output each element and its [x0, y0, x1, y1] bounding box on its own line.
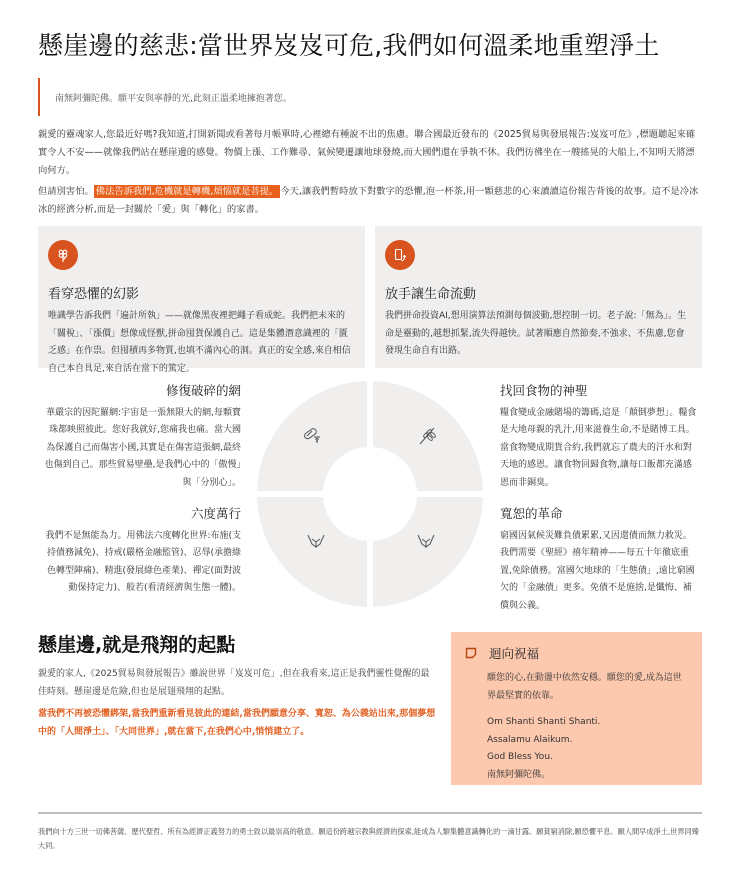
- quadrant-text: 窮國因氣候災難負債累累,又因還債而無力救災。我們需要《聖經》禧年精神——每五十年徹底重置,免除債務。富國欠地球的「生態債」,遠比窮國欠的「金融債」更多。免債不是施捨,是懺悔、補償與公義。: [500, 530, 695, 611]
- quadrant-text: 糧食變成金融賭場的籌碼,這是「顛倒夢想」。糧食是大地母親的乳汁,用來滋養生命,不是賭博工具。當食物變成期貨合約,我們就忘了農夫的汗水和對天地的感恩。讓食物回歸食物,讓每口飯都充滿感恩而非銅臭。: [500, 407, 697, 488]
- blessing-line: God Bless You.: [487, 752, 553, 762]
- quadrant-text: 我們不是無能為力。用佛法六度轉化世界:布施(支持債務減免)、持戒(嚴格金融監管)、忍辱(承擔綠色轉型陣痛)、精進(發展綠色產業)、禪定(面對波動保持定力)、般若(看清經濟與生態一體)。: [45, 530, 241, 593]
- blessing-text: 願您的心,在動盪中依然安穩。願您的愛,成為這世界最堅實的依靠。: [487, 673, 682, 701]
- quadrant-title: 寬恕的革命: [500, 506, 563, 521]
- closing-emphasis: 當我們不再被恐懼綁架,當我們重新看見彼此的連結,當我們願意分享、寬恕、為公義站出來,那個夢想中的「人間淨土」、「大同世界」,就在當下,在我們心中,悄悄建立了。: [38, 709, 436, 737]
- ring-segment-bottom-right: [373, 497, 483, 607]
- quadrant-title: 六度萬行: [190, 506, 241, 521]
- footer-text: 我們向十方三世一切佛菩薩、歷代聖哲、所有為經濟正義努力的勇士致以最崇高的敬意。願這份跨越宗教與經濟的探索,能成為人類集體意識轉化的一滴甘露。願貧窮消除,願恐懼平息。願人間早成淨土,世界同臻大同。: [38, 827, 699, 850]
- quadrant-title: 修復破碎的網: [165, 383, 241, 398]
- opening-quote-text: 南無阿彌陀佛。願平安與寧靜的光,此刻正溫柔地擁抱著您。: [55, 93, 292, 104]
- page-title: 懸崖邊的慈悲:當世界岌岌可危,我們如何溫柔地重塑淨土: [38, 31, 660, 60]
- quadrant-six-perfections: [41, 505, 241, 598]
- closing-title: 懸崖邊,就是飛翔的起點: [38, 634, 236, 656]
- blessing-line: Om Shanti Shanti Shanti.: [487, 717, 601, 727]
- card-title: 放手讓生命流動: [385, 287, 477, 302]
- quadrant-forgiveness: [500, 505, 700, 615]
- footer-divider: [38, 812, 702, 814]
- lotus-flower-icon: [48, 240, 78, 270]
- card-text: 唯識學告訴我們「遍計所執」——就像黑夜裡把繩子看成蛇。我們把未來的「關稅」、「漲價」想像成怪獸,拼命囤貨保護自己。這是集體潛意識裡的「匱乏感」在作祟。但囤積再多物質,也填不滿內心的洞。真正的安全感,來自相信自己本自具足,來自活在當下的篤定。: [48, 311, 351, 374]
- card-title: 看穿恐懼的幻影: [48, 287, 140, 302]
- card-text: 我們拼命投資AI,想用演算法預測每個波動,想控制一切。老子說:「無為」。生命是靈動的,越想抓緊,流失得越快。試著順應自然節奏,不強求、不焦慮,您會發現生命自有出路。: [385, 311, 687, 356]
- card-fear-illusion: [38, 226, 365, 374]
- highlighted-dharma-quote: 佛法告訴我們,危機就是轉機,煩惱就是菩提。: [95, 186, 279, 197]
- quadrant-sacred-food: [500, 382, 700, 492]
- quadrant-repair-net: [41, 382, 241, 492]
- intro-p2-lead: 但請別害怕。: [38, 186, 94, 197]
- blessing-box: [451, 632, 702, 785]
- quadrant-text: 華嚴宗的因陀羅網:宇宙是一張無限大的網,每顆寶珠都映照彼此。您好我就好,您痛我也痛。當大國為保護自己而傷害小國,其實是在傷害這張網,最終也傷到自己。那些貿易壁壘,是我們心中的「傲慢」與「分別心」。: [44, 407, 241, 488]
- blessing-title: 迴向祝福: [489, 646, 540, 661]
- four-quadrant-ring: [254, 378, 486, 610]
- card-let-go: [375, 226, 702, 368]
- quadrant-title: 找回食物的神聖: [500, 383, 588, 398]
- blessing-line: 南無阿彌陀佛。: [487, 769, 551, 780]
- opening-quote: [38, 78, 438, 116]
- intro-paragraph-2: [38, 183, 702, 219]
- blessing-line: Assalamu Alaikum.: [487, 734, 573, 745]
- phone-release-icon: [385, 240, 415, 270]
- closing-text: 親愛的家人,《2025貿易與發展報告》雖說世界「岌岌可危」,但在我看來,這正是我們靈性覺醒的最佳時刻。懸崖邊是危險,但也是展翅飛翔的起點。: [38, 669, 430, 697]
- note-icon: [465, 647, 477, 659]
- intro-paragraph-1: 親愛的靈魂家人,您最近好嗎?我知道,打開新聞或看著每月帳單時,心裡總有種說不出的焦慮。聯合國最近發布的《2025貿易與發展報告:岌岌可危》,標題聽起來確實令人不安——就像我們站在懸崖邊的感覺。物價上漲、工作難尋、氣候變遷讓地球發燒,而大國們還在爭執不休。我們彷彿坐在一艘搖晃的大船上,不知明天將漂向何方。: [38, 129, 696, 176]
- ring-segment-bottom-left: [257, 497, 367, 607]
- intro-p2-rest: 今天,讓我們暫時放下對數字的恐懼,泡一杯茶,用一顆慈悲的心來讀讀這份報告背後的故事。這不是冷冰冰的經濟分析,而是一封關於「愛」與「轉化」的家書。: [38, 186, 699, 215]
